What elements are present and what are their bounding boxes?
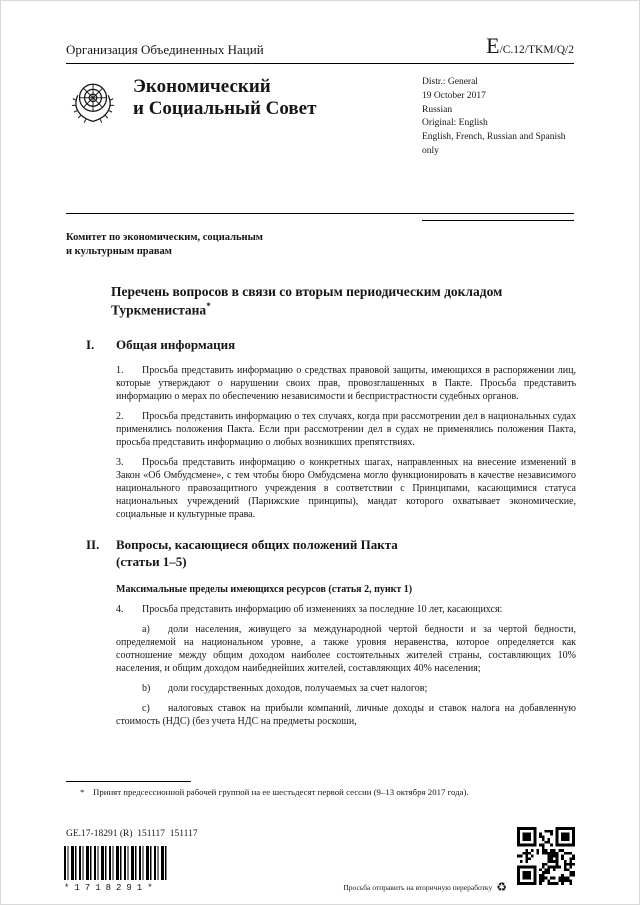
- title-footnote-mark: *: [206, 300, 211, 311]
- ge-document-number: GE.17-18291 (R) 151117 151117: [66, 829, 198, 839]
- paragraph-text: Просьба представить информацию о тех случаях, когда при рассмотрении дел в национальных судах применялись положения Пакта. Если при рассмотрении дел в судах не применялись положения Пакта, просьба представить информацию о любых возникших препятствиях.: [116, 410, 576, 448]
- barcode-text: *1718291*: [64, 883, 158, 893]
- paragraph-number: 1.: [116, 364, 124, 376]
- un-emblem-icon: [66, 73, 120, 213]
- list-item-letter: b): [142, 682, 151, 694]
- subsection-heading: Максимальные пределы имеющихся ресурсов (статья 2, пункт 1): [116, 583, 413, 595]
- list-item-text: доли населения, живущего за международной чертой бедности и за чертой бедности, определяемой на национальном уровне, а также уровня неравенства, которое определяется как соотношение между общим доходом наиболее состоятельных жителей страны, составляющих 10% населения, и общим доходом наибеднейших жителей, составляющих 40% населения;: [116, 623, 576, 674]
- list-item: [116, 702, 576, 728]
- languages-only-line: English, French, Russian and Spanish only: [422, 132, 566, 156]
- council-title-line1: Экономический: [133, 76, 271, 97]
- doc-symbol-letter: E: [486, 33, 500, 58]
- barcode: [64, 846, 168, 880]
- header-row: [66, 35, 574, 64]
- paragraph-text: Просьба представить информацию об изменениях за последние 10 лет, касающихся:: [142, 603, 503, 615]
- paragraph: [116, 364, 576, 403]
- council-title: [133, 73, 422, 213]
- section-number: II.: [86, 536, 100, 552]
- footnote-divider: [66, 781, 191, 782]
- recycle-icon: ♻: [496, 880, 507, 894]
- language-line: Russian: [422, 104, 453, 115]
- section-title: Вопросы, касающиеся общих положений Пакта (статьи 1–5): [116, 536, 398, 569]
- document-title-text: Перечень вопросов в связи со вторым периодическим докладом Туркменистана: [111, 284, 503, 318]
- list-item: [116, 623, 576, 675]
- committee-name: [66, 231, 574, 259]
- list-item-letter: a): [142, 623, 150, 635]
- section-title: Общая информация: [116, 336, 236, 352]
- committee-line2: и культурным правам: [66, 246, 172, 258]
- paragraph-text: Просьба представить информацию о средствах правовой защиты, имеющихся в распоряжении лиц, которые утверждают о нарушении своих прав, провозглашенных в Пакте. Просьба представить информацию о мерах по обеспечению независимости и беспристрастности судебных органов.: [116, 364, 576, 402]
- section-heading-2: [86, 537, 574, 571]
- masthead: [66, 73, 574, 214]
- paragraph-text: Просьба представить информацию о конкретных шагах, направленных на внесение изменений в Закон «Об Омбудсмене», с тем чтобы бюро Омбудсмена могло функционировать в качестве независимого национального правозащитного учреждения в соответствии с Принципами, касающимися статуса национальных учреждений (Парижские принципы), мандат которого охватывает экономические, социальные и культурные права.: [116, 456, 576, 520]
- right-divider: [422, 220, 574, 221]
- recycle-note: [343, 881, 507, 893]
- paragraph-number: 3.: [116, 456, 124, 468]
- section-2-body: [116, 583, 576, 728]
- original-language-line: Original: English: [422, 118, 488, 129]
- list-item-text: доли государственных доходов, получаемых за счет налогов;: [168, 682, 428, 694]
- qr-code: [517, 827, 575, 885]
- doc-symbol-rest: /C.12/TKM/Q/2: [499, 44, 574, 56]
- paragraph: [116, 410, 576, 449]
- paragraph: [116, 603, 576, 616]
- paragraph: [116, 456, 576, 521]
- footnote-mark: *: [80, 787, 85, 797]
- distr-line: Distr.: General: [422, 77, 478, 87]
- date-line: 19 October 2017: [422, 90, 486, 101]
- list-item-letter: c): [142, 702, 150, 714]
- list-item-text: налоговых ставок на прибыли компаний, личные доходы и ставок налога на добавленную стоимость (НДС) (без учета НДС на предметы роскоши,: [116, 702, 576, 727]
- recycle-text: Просьба отправить на вторичную переработку: [343, 882, 493, 892]
- doc-symbol: [486, 35, 574, 58]
- org-name: Организация Объединенных Наций: [66, 42, 264, 57]
- section-1-body: [116, 364, 576, 521]
- section-number: I.: [86, 336, 95, 352]
- distribution-info: [422, 73, 574, 213]
- council-title-line2: и Социальный Совет: [133, 98, 317, 120]
- section-heading-1: [86, 337, 574, 354]
- footnote-text: Принят предсессионной рабочей группой на ее шестьдесят первой сессии (9–13 октября 2017 года).: [93, 787, 469, 797]
- committee-line1: Комитет по экономическим, социальным: [66, 232, 263, 243]
- document-title: [111, 283, 569, 319]
- paragraph-number: 4.: [116, 603, 124, 615]
- list-item: [116, 682, 576, 695]
- footnote: [66, 781, 476, 798]
- paragraph-number: 2.: [116, 410, 124, 422]
- footnote-body: [66, 786, 476, 798]
